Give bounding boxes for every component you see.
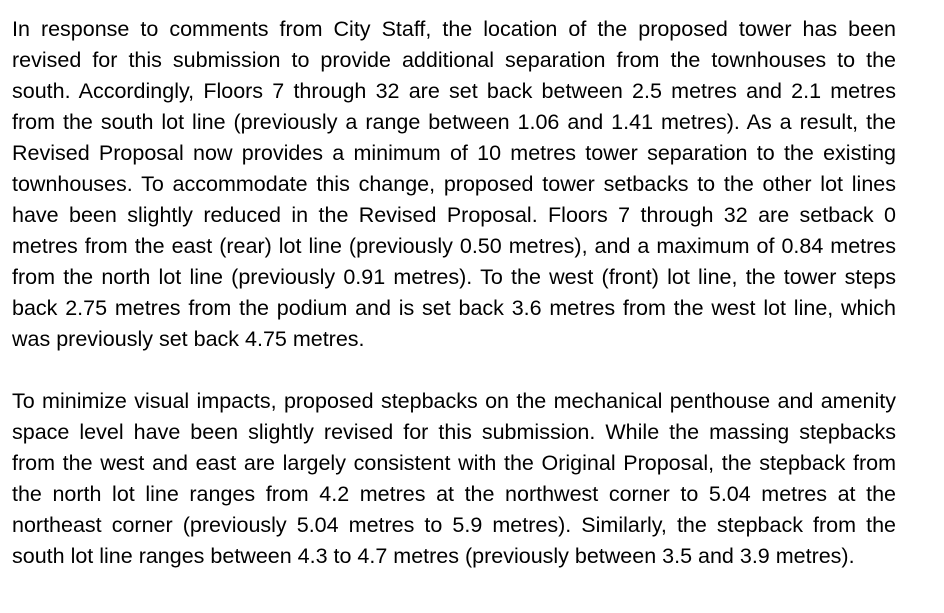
paragraph-penthouse-stepbacks: To minimize visual impacts, proposed stepbacks on the mechanical penthouse and amenity space level have been slightly revised for this submission. While the massing stepbacks from the west and east are largely consistent with the Original Proposal, the stepback from the north lot line ranges from 4.2 metres at the northwest corner to 5.04 metres at the northeast corner (previously 5.04 metres to 5.9 metres). Similarly, the stepback from the south lot line ranges between 4.3 to 4.7 metres (previously between 3.5 and 3.9 metres). — [12, 389, 896, 568]
document-page — [12, 14, 896, 572]
paragraph-tower-setbacks: In response to comments from City Staff, the location of the proposed tower has been revised for this submission to provide additional separation from the townhouses to the south. Accordingly, Floors 7 through 32 are set back between 2.5 metres and 2.1 metres from the south lot line (previously a range between 1.06 and 1.41 metres). As a result, the Revised Proposal now provides a minimum of 10 metres tower separation to the existing townhouses. To accommodate this change, proposed tower setbacks to the other lot lines have been slightly reduced in the Revised Proposal. Floors 7 through 32 are setback 0 metres from the east (rear) lot line (previously 0.50 metres), and a maximum of 0.84 metres from the north lot line (previously 0.91 metres). To the west (front) lot line, the tower steps back 2.75 metres from the podium and is set back 3.6 metres from the west lot line, which was previously set back 4.75 metres. — [12, 17, 896, 351]
